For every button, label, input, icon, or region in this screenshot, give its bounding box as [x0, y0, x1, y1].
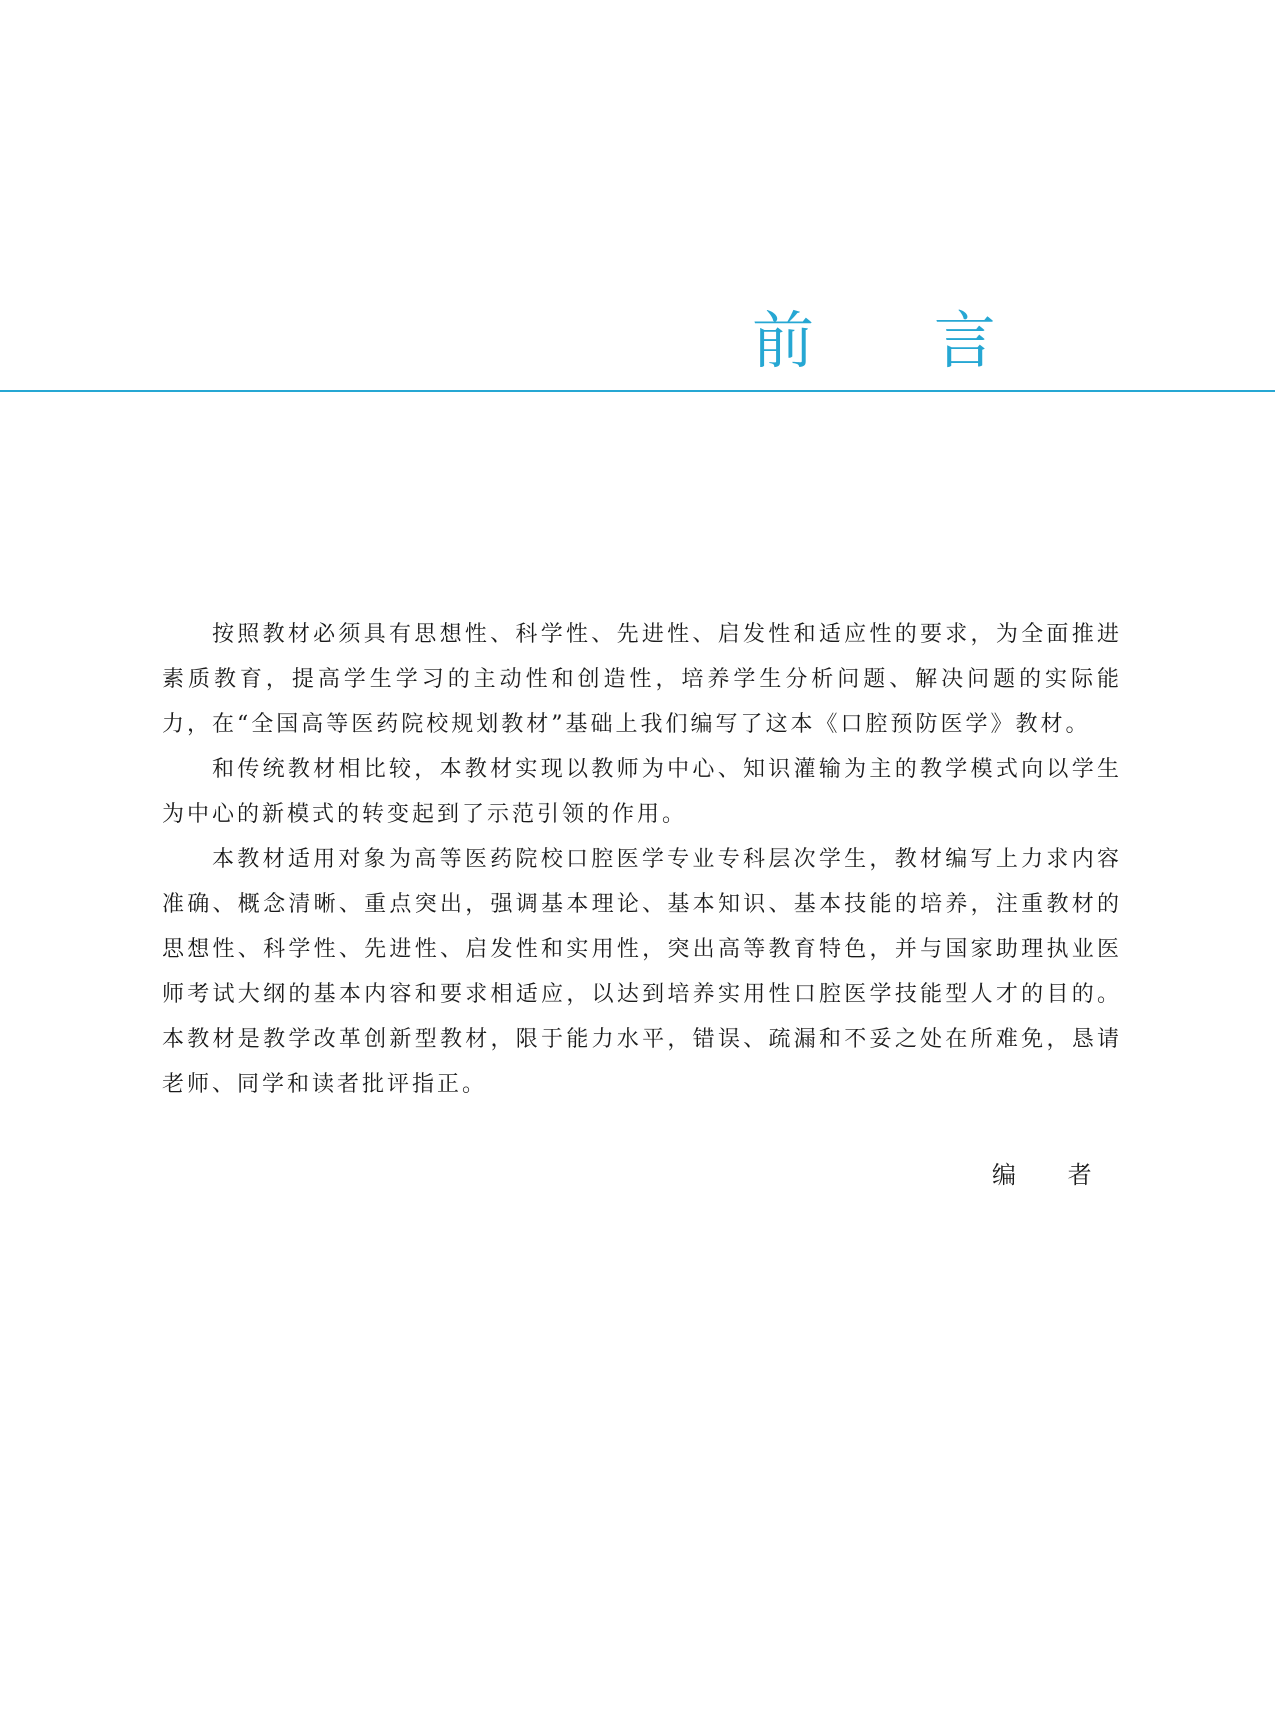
title-divider: [0, 390, 1275, 392]
preface-body: [162, 612, 1122, 1107]
author-signature: 编 者: [992, 1161, 1114, 1189]
page-title: 前 言: [752, 304, 1046, 377]
preface-paragraph-1: 按照教材必须具有思想性、科学性、先进性、启发性和适应性的要求，为全面推进素质教育，提高学生学习的主动性和创造性，培养学生分析问题、解决问题的实际能力，在“全国高等医药院校规划教材”基础上我们编写了这本《口腔预防医学》教材。: [162, 622, 1122, 737]
preface-paragraph-3: 本教材适用对象为高等医药院校口腔医学专业专科层次学生，教材编写上力求内容准确、概念清晰、重点突出，强调基本理论、基本知识、基本技能的培养，注重教材的思想性、科学性、先进性、启发性和实用性，突出高等教育特色，并与国家助理执业医师考试大纲的基本内容和要求相适应，以达到培养实用性口腔医学技能型人才的目的。本教材是教学改革创新型教材，限于能力水平，错误、疏漏和不妥之处在所难免，恳请老师、同学和读者批评指正。: [162, 847, 1122, 1097]
preface-paragraph-2: 和传统教材相比较，本教材实现以教师为中心、知识灌输为主的教学模式向以学生为中心的新模式的转变起到了示范引领的作用。: [162, 757, 1122, 827]
